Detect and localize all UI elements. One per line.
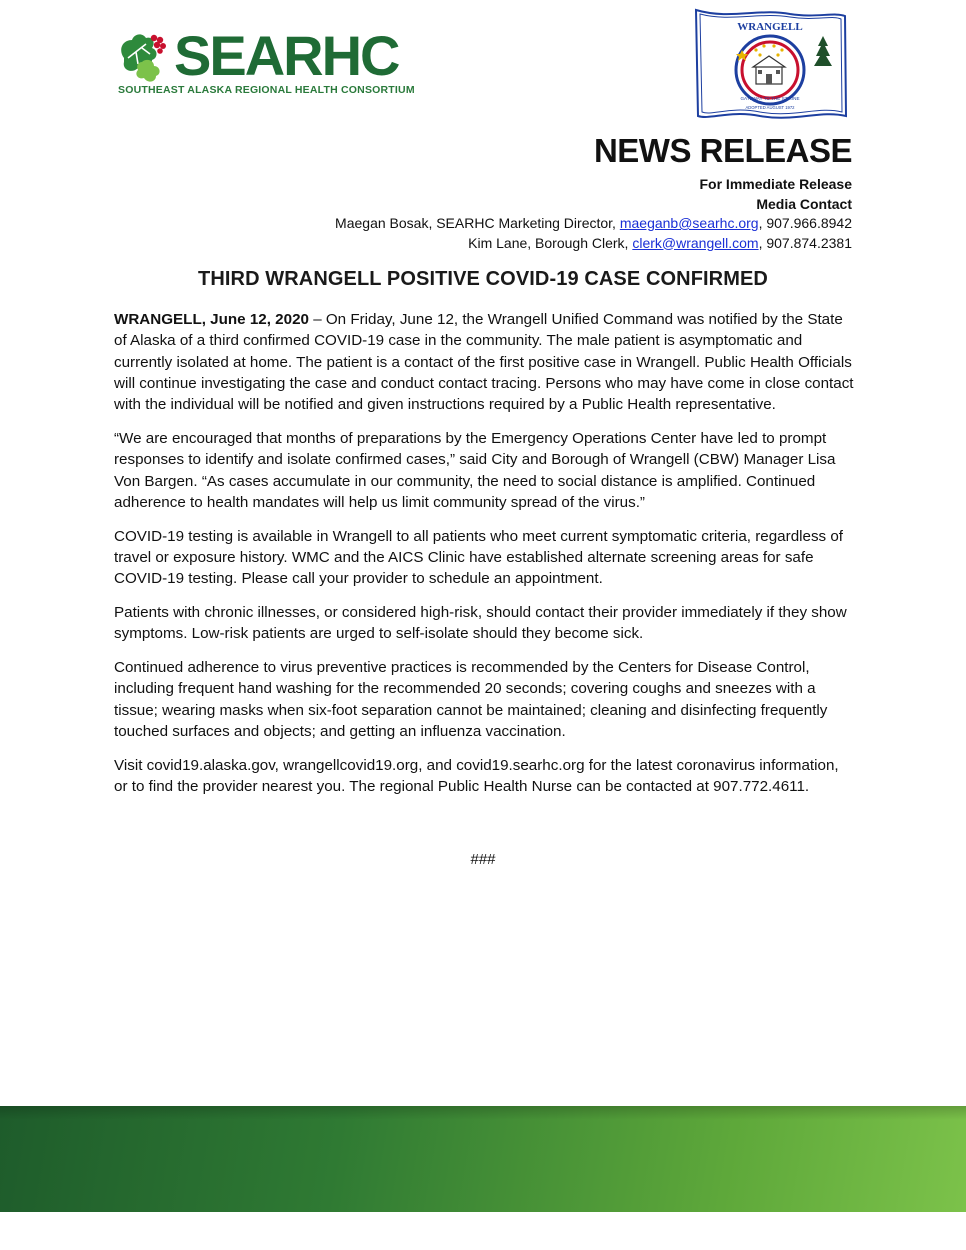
logo-wordmark: SEARHC <box>174 24 399 87</box>
paragraph-text: – On Friday, June 12, the Wrangell Unified Command was notified by the State of Alaska of a third confirmed COVID-19 case in the community. The male patient is asymptomatic and currently isolated at home. The patient is a contact of the first positive case in Wrangell. Public Health Officials will continue investigating the case and conduct contact tracing. Persons who may have come in close contact with the individual will be notified and given instructions required by a Public Health representative. <box>114 311 854 414</box>
contact-email-link[interactable]: clerk@wrangell.com <box>632 234 759 251</box>
contact-phone: , 907.874.2381 <box>758 234 852 251</box>
contact-email-link[interactable]: maeganb@searhc.org <box>619 215 759 231</box>
dateline: WRANGELL, June 12, 2020 <box>114 311 309 328</box>
wrangell-flag-icon <box>690 6 850 124</box>
flag-title: WRANGELL <box>737 21 803 33</box>
footer-band <box>0 1106 966 1212</box>
contact-phone: , 907.966.8942 <box>758 215 852 231</box>
news-release-title: NEWS RELEASE <box>593 132 852 169</box>
flag-motto: GATEWAY TO THE STIKINE <box>740 96 800 101</box>
paragraph: “We are encouraged that months of preparations by the Emergency Operations Center have led to prompt responses to identify and isolate confirmed cases,” said City and Borough of Wrangell (CBW) Manager Lisa Von Bargen. “As cases accumulate in our community, the need to social distance is amplified. Continued adherence to health mandates will help us limit community spread of the virus.” <box>114 429 836 511</box>
searhc-logo <box>116 24 416 100</box>
logo-subtitle: SOUTHEAST ALASKA REGIONAL HEALTH CONSORTIUM <box>118 84 415 96</box>
contact-name: Maegan Bosak, SEARHC Marketing Director, <box>335 215 620 231</box>
grape-leaf-logo-icon <box>116 28 172 84</box>
article-body <box>114 309 854 810</box>
contact-name: Kim Lane, Borough Clerk, <box>468 234 633 251</box>
paragraph: Continued adherence to virus preventive practices is recommended by the Centers for Disease Control, including frequent hand washing for the recommended 20 seconds; covering coughs and sneezes with a tissue; wearing masks when six-foot separation cannot be maintained; cleaning and disinfecting frequently touched surfaces and objects; and getting an influenza vaccination. <box>114 659 828 741</box>
paragraph: Patients with chronic illnesses, or considered high-risk, should contact their provider immediately if they show symptoms. Low-risk patients are urged to self-isolate should they become sick. <box>114 604 847 643</box>
flag-adopted: ADOPTED AUGUST 1972 <box>745 105 795 110</box>
end-mark: ### <box>470 851 496 868</box>
media-contact-label: Media Contact <box>756 195 852 212</box>
contact-line <box>335 234 852 254</box>
contact-line <box>335 214 852 234</box>
article-headline: THIRD WRANGELL POSITIVE COVID-19 CASE CONFIRMED <box>198 268 768 290</box>
paragraph: Visit covid19.alaska.gov, wrangellcovid19.org, and covid19.searhc.org for the latest coronavirus information, or to find the provider nearest you. The regional Public Health Nurse can be contacted at 907.772.4611. <box>114 756 839 796</box>
contact-block <box>335 175 852 253</box>
paragraph <box>114 309 854 415</box>
paragraph: COVID-19 testing is available in Wrangell to all patients who meet current symptomatic criteria, regardless of travel or exposure history. WMC and the AICS Clinic have established alternate screening areas for safe COVID-19 testing. Please call your provider to schedule an appointment. <box>114 527 844 588</box>
release-type: For Immediate Release <box>699 176 852 192</box>
